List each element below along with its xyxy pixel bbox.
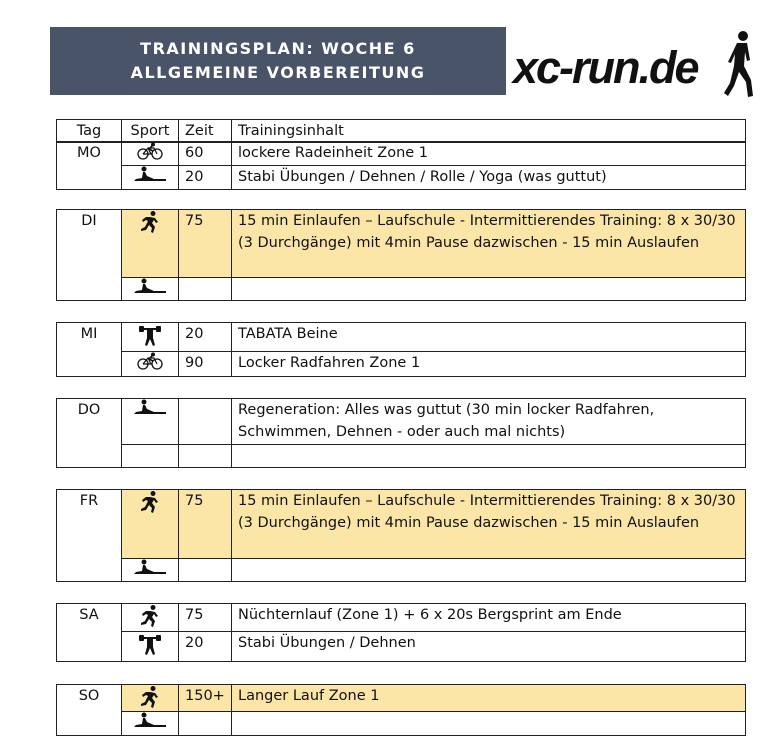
sport-cell: [122, 604, 179, 632]
day-label: DI: [57, 210, 122, 301]
sport-cell: [122, 559, 179, 582]
zeit-cell: [179, 278, 232, 301]
day-table-fr: [56, 489, 746, 582]
day-label: MI: [57, 323, 122, 377]
sport-cell: [122, 712, 179, 736]
inhalt-cell: [232, 712, 746, 736]
weights-icon: [128, 632, 172, 656]
day-label: DO: [57, 399, 122, 468]
zeit-cell: [179, 445, 232, 468]
run-icon: [128, 210, 172, 234]
stretch-icon: [128, 278, 172, 294]
column-header-table: [56, 119, 746, 143]
inhalt-cell: Langer Lauf Zone 1: [232, 685, 746, 712]
weights-icon: [128, 323, 172, 347]
inhalt-cell: [232, 559, 746, 582]
zeit-cell: 20: [179, 632, 232, 662]
inhalt-cell: 15 min Einlaufen – Laufschule - Intermittierendes Training: 8 x 30/30 (3 Durchgänge) mit 4min Pause dazwischen - 15 min Auslaufen: [232, 490, 746, 559]
runner-logo-icon: [723, 30, 759, 100]
day-table-mo: [56, 141, 746, 190]
day-table-di: [56, 209, 746, 301]
zeit-cell: 60: [179, 142, 232, 166]
zeit-cell: 75: [179, 490, 232, 559]
title-line-2: ALLGEMEINE VORBEREITUNG: [130, 63, 426, 82]
day-label: MO: [57, 142, 122, 190]
day-table-sa: [56, 603, 746, 662]
sport-cell: [122, 210, 179, 278]
inhalt-cell: [232, 445, 746, 468]
sport-cell: [122, 490, 179, 559]
logo: [513, 30, 763, 100]
stretch-icon: [128, 712, 172, 728]
zeit-cell: 90: [179, 352, 232, 377]
sport-cell: [122, 142, 179, 166]
inhalt-cell: [232, 278, 746, 301]
sport-cell: [122, 352, 179, 377]
logo-text: xc-run.de: [513, 42, 698, 93]
sport-cell: [122, 166, 179, 190]
zeit-cell: 75: [179, 210, 232, 278]
day-table-so: [56, 684, 746, 736]
sport-cell: [122, 399, 179, 445]
sport-cell: [122, 632, 179, 662]
inhalt-cell: TABATA Beine: [232, 323, 746, 352]
run-icon: [128, 604, 172, 628]
sport-cell: [122, 323, 179, 352]
inhalt-cell: Stabi Übungen / Dehnen: [232, 632, 746, 662]
stretch-icon: [128, 399, 172, 415]
run-icon: [128, 685, 172, 709]
zeit-cell: [179, 399, 232, 445]
title-banner: [50, 27, 506, 95]
col-header-inhalt: Trainingsinhalt: [232, 120, 746, 143]
zeit-cell: 150+: [179, 685, 232, 712]
bike-icon: [128, 352, 172, 370]
day-table-do: [56, 398, 746, 468]
day-label: SO: [57, 685, 122, 736]
zeit-cell: 20: [179, 323, 232, 352]
bike-icon: [128, 142, 172, 160]
day-table-mi: [56, 322, 746, 377]
inhalt-cell: Stabi Übungen / Dehnen / Rolle / Yoga (was guttut): [232, 166, 746, 190]
zeit-cell: [179, 559, 232, 582]
inhalt-cell: 15 min Einlaufen – Laufschule - Intermittierendes Training: 8 x 30/30 (3 Durchgänge) mit 4min Pause dazwischen - 15 min Auslaufen: [232, 210, 746, 278]
zeit-cell: 20: [179, 166, 232, 190]
day-label: FR: [57, 490, 122, 582]
col-header-zeit: Zeit: [179, 120, 232, 143]
inhalt-cell: Regeneration: Alles was guttut (30 min locker Radfahren, Schwimmen, Dehnen - oder auch mal nichts): [232, 399, 746, 445]
stretch-icon: [128, 559, 172, 575]
zeit-cell: 75: [179, 604, 232, 632]
sport-cell: [122, 278, 179, 301]
col-header-sport: Sport: [122, 120, 179, 143]
inhalt-cell: Nüchternlauf (Zone 1) + 6 x 20s Bergsprint am Ende: [232, 604, 746, 632]
day-label: SA: [57, 604, 122, 662]
inhalt-cell: Locker Radfahren Zone 1: [232, 352, 746, 377]
stretch-icon: [128, 166, 172, 182]
zeit-cell: [179, 712, 232, 736]
run-icon: [128, 490, 172, 514]
title-line-1: TRAININGSPLAN: WOCHE 6: [140, 39, 416, 58]
inhalt-cell: lockere Radeinheit Zone 1: [232, 142, 746, 166]
sport-cell: [122, 445, 179, 468]
col-header-tag: Tag: [57, 120, 122, 143]
sport-cell: [122, 685, 179, 712]
